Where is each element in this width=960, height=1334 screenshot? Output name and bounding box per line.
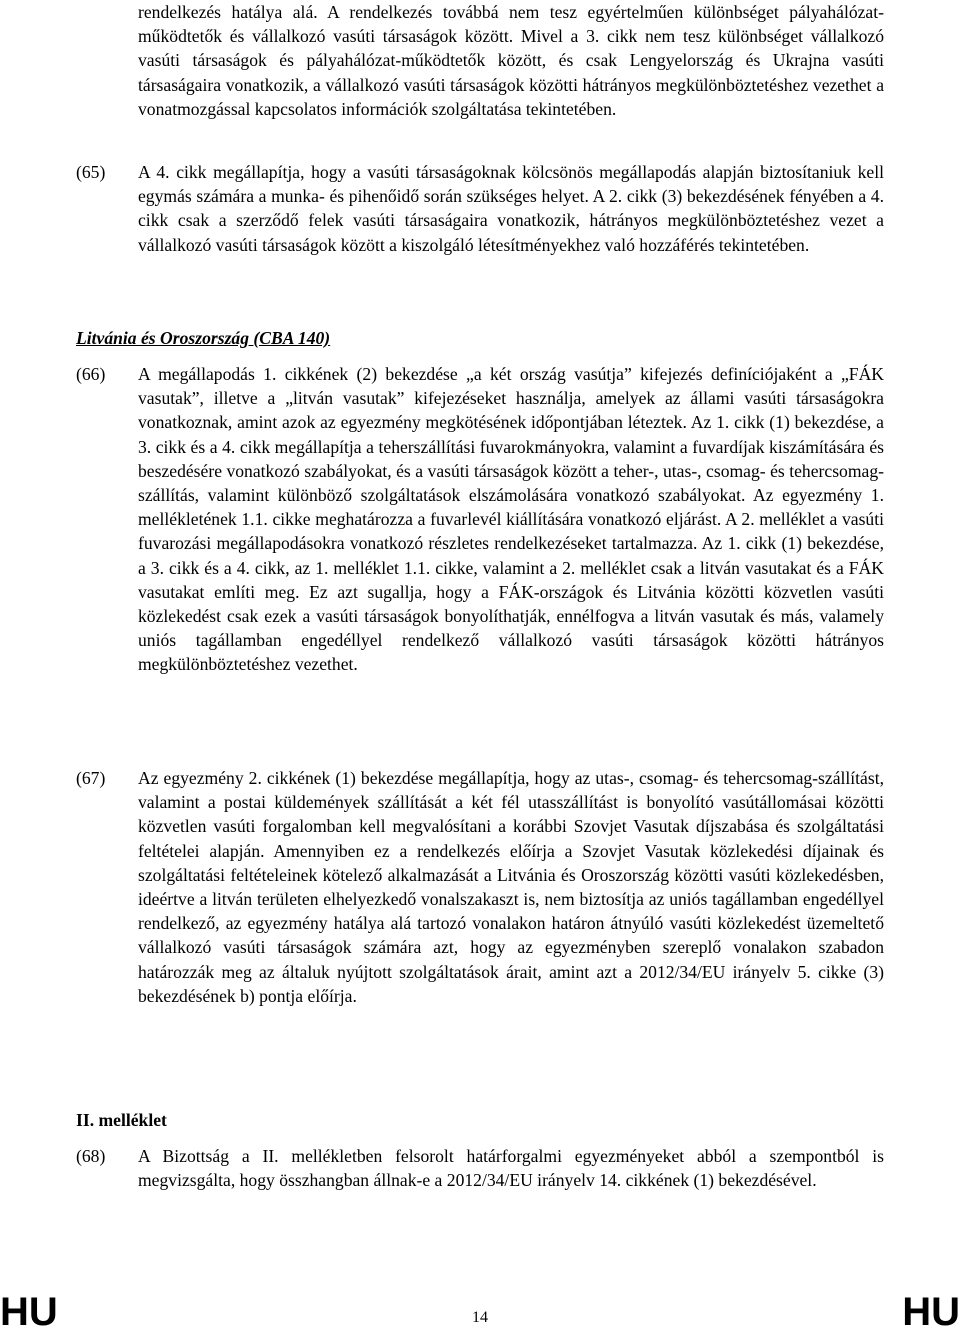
paragraph-67-text: Az egyezmény 2. cikkének (1) bekezdése megállapítja, hogy az utas-, csomag- és tehercsomag-szállítást, valamint a postai küldemények szállítását a két fél utasszállítást is bonyolító vasútállomásai közötti közvetlen vasúti forgalomban kell megvalósítani a korábbi Szovjet Vasutak díjszabása és szolgáltatási feltételei alapján. Amennyiben ez a rendelkezés előírja a Szovjet Vasutak közlekedési díjainak és szolgáltatási feltételeinek kötelező alkalmazását a Litvánia és Oroszország közötti vasúti közlekedésben, ideértve a litván területen elhelyezkedő vonalszakaszt is, nem biztosítja az uniós tagállamban engedéllyel rendelkező, az egyezmény hatálya alá tartozó vonalakon határon átnyúló vasúti közlekedést üzemeltető vállalkozó vasúti társaságok számára azt, hogy az egyezményben szereplő vonalakon szabadon határozzák meg az általuk nyújtott szolgáltatások árait, amint azt a 2012/34/EU irányelv 5. cikke (3) bekezdésének b) pontja előírja. xyxy=(138,768,884,1006)
section-heading-lithuania-russia: Litvánia és Oroszország (CBA 140) xyxy=(76,328,331,348)
annex-heading: II. melléklet xyxy=(76,1110,167,1130)
language-code-right: HU xyxy=(902,1290,960,1334)
paragraph-66-text: A megállapodás 1. cikkének (2) bekezdése „a két ország vasútja” kifejezés definíciójaként a „FÁK vasutak”, illetve a „litván vasutak” kifejezéseket használja, amelyek az állami vasúti társaságokra vonatkoznak, amint azok az egyezmény megkötésének időpontjában léteztek. Az 1. cikk (1) bekezdése, a 3. cikk és a 4. cikk megállapítja a teherszállítási fuvarokmányokra, valamint a fuvardíjak kiszámítására és beszedésére vonatkozó szabályokat, és a vasúti társaságok között a teher-, utas-, csomag- és tehercsomag-szállítás, valamint különböző szolgáltatások elszámolására vonatkozó szabályokat. Az egyezmény 1. mellékletének 1.1. cikke meghatározza a fuvarlevél kiállítására vonatkozó eljárást. A 2. melléklet a vasúti fuvarozási megállapodásokra vonatkozó részletes rendelkezéseket tartalmazza. Az 1. cikk (1) bekezdése, a 3. cikk és a 4. cikk, az 1. melléklet 1.1. cikke, valamint a 2. melléklet csak a litván vasutakat és a FÁK vasutakat említi meg. Ez azt sugallja, hogy a FÁK-országok és Litvánia közötti közvetlen vasúti közlekedést csak ezek a vasúti társaságok bonyolíthatják, ennélfogva a litván vasutak és más, valamely uniós tagállamban engedéllyel rendelkező vállalkozó vasúti társaságok közötti hátrányos megkülönböztetéshez vezethet. xyxy=(138,364,884,675)
paragraph-number-68: (68) xyxy=(76,1146,106,1166)
paragraph-number-65: (65) xyxy=(76,162,106,182)
language-code-left: HU xyxy=(0,1290,58,1334)
intro-paragraph: rendelkezés hatálya alá. A rendelkezés továbbá nem tesz egyértelműen különbséget pályahálózat-működtetők és vállalkozó vasúti társaságok között. Mivel a 3. cikk nem tesz különbséget vállalkozó vasúti társaságok és pályahálózat-működtetők között, és csak Lengyelország és Ukrajna vasúti társaságaira vonatkozik, a vállalkozó vasúti társaságok közötti hátrányos megkülönböztetéshez vezethet a vonatmozgással kapcsolatos információk szolgáltatása tekintetében. xyxy=(138,2,884,119)
paragraph-68-text: A Bizottság a II. mellékletben felsorolt határforgalmi egyezményeket abból a szempontból is megvizsgálta, hogy összhangban állnak-e a 2012/34/EU irányelv 14. cikkének (1) bekezdésével. xyxy=(138,1146,884,1191)
page-number: 14 xyxy=(472,1309,488,1326)
paragraph-number-66: (66) xyxy=(76,364,106,384)
paragraph-number-67: (67) xyxy=(76,768,106,788)
paragraph-65-text: A 4. cikk megállapítja, hogy a vasúti társaságoknak kölcsönös megállapodás alapján biztosítaniuk kell egymás számára a munka- és pihenőidő során szükséges helyet. A 2. cikk (3) bekezdésének fényében a 4. cikk csak a szerződő felek vasúti társaságaira vonatkozik, hátrányos megkülönböztetéshez vezet a vállalkozó vasúti társaságok között a kiszolgáló létesítményekhez való hozzáférés tekintetében. xyxy=(138,162,884,255)
